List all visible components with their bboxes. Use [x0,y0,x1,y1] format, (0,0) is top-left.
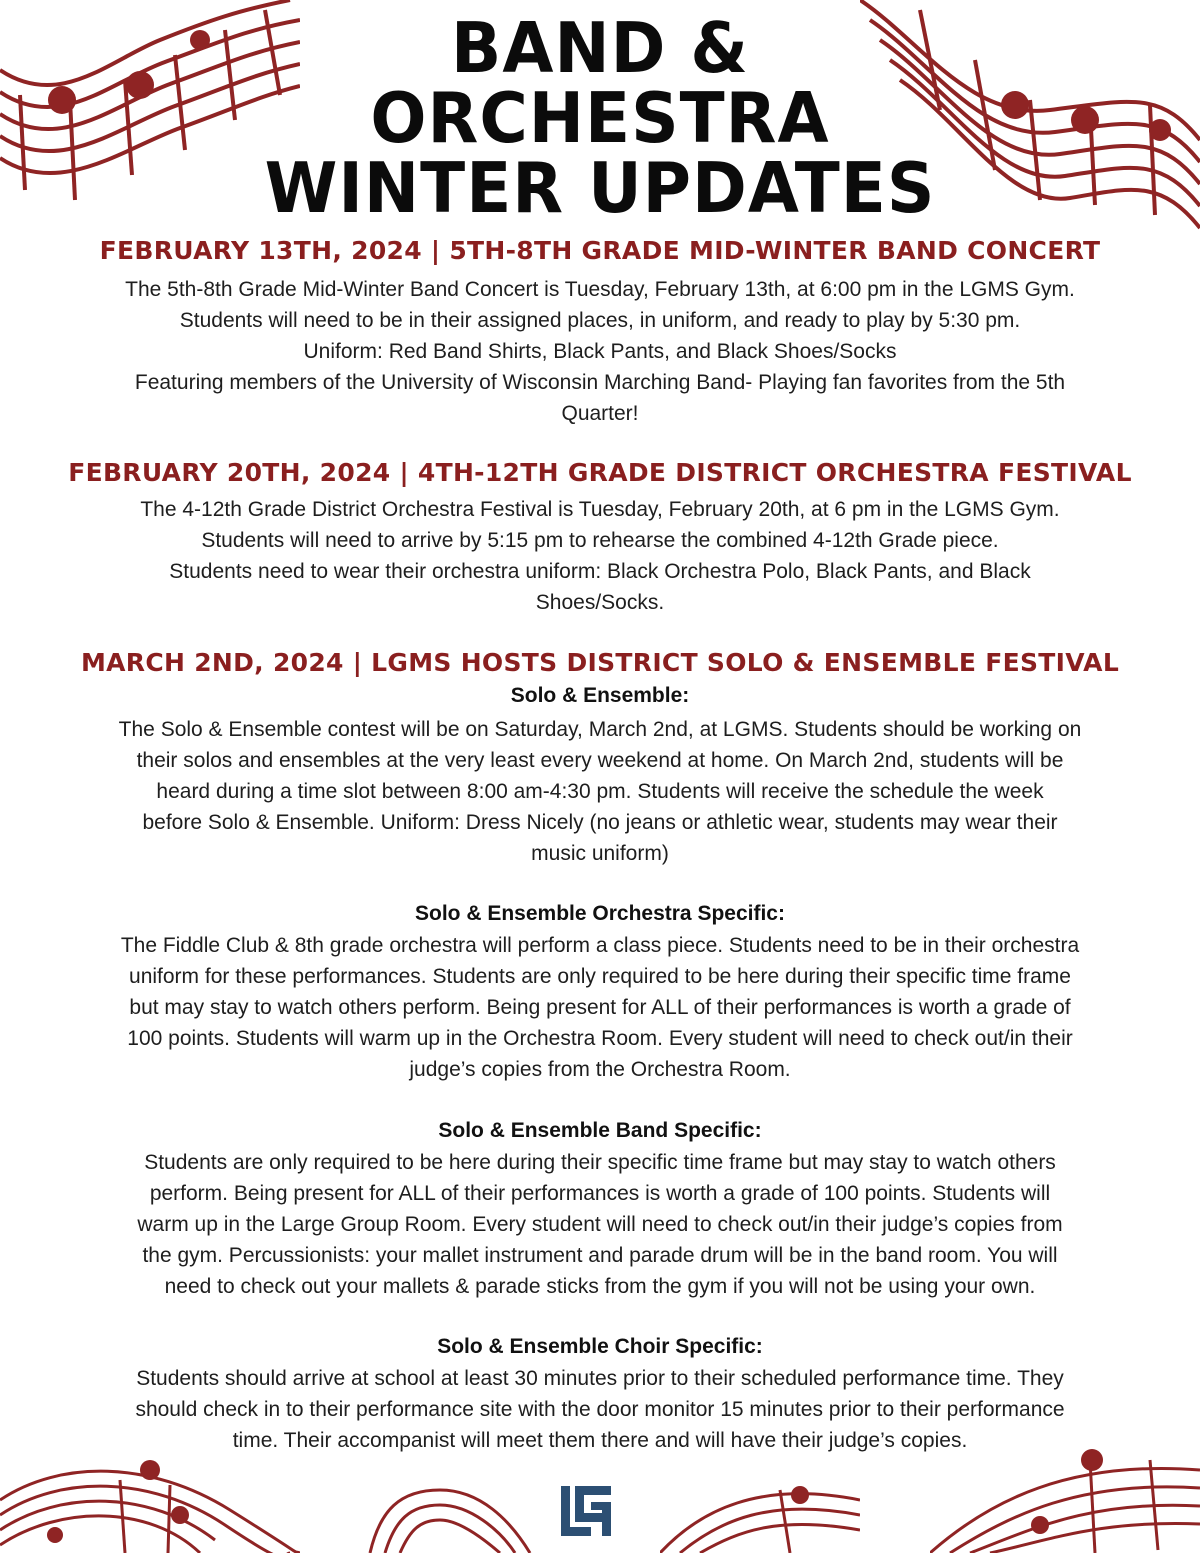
body-line: Students need to wear their orchestra uniform: Black Orchestra Polo, Black Pants, and Black [169,560,1031,583]
body-line: The Solo & Ensemble contest will be on Saturday, March 2nd, at LGMS. Students should be working on [118,718,1082,741]
body-line: Quarter! [561,402,639,425]
body-line: perform. Being present for ALL of their performances is worth a grade of 100 points. Students will [149,1182,1051,1205]
body-line: The 5th-8th Grade Mid-Winter Band Concert is Tuesday, February 13th, at 6:00 pm in the LGMS Gym. [125,278,1075,301]
body-line: before Solo & Ensemble. Uniform: Dress Nicely (no jeans or athletic wear, students may wear their [142,811,1058,834]
title-line-1: BAND & [451,8,749,89]
section-body-orchestra-festival [30,494,1170,618]
body-line: Students will need to be in their assigned places, in uniform, and ready to play by 5:30 pm. [179,309,1021,332]
body-line: their solos and ensembles at the very least every weekend at home. On March 2nd, students will be [136,749,1064,772]
body-line: Students should arrive at school at least 30 minutes prior to their scheduled performance time. They [136,1367,1064,1390]
body-line: judge’s copies from the Orchestra Room. [409,1058,791,1081]
body-line: Students are only required to be here during their specific time frame but may stay to watch others [144,1151,1056,1174]
section-body-band-concert [30,274,1170,429]
subsection-body-choir-specific [30,1363,1170,1456]
section-heading-orchestra-festival: FEBRUARY 20TH, 2024 | 4TH-12TH GRADE DISTRICT ORCHESTRA FESTIVAL [68,458,1132,487]
subsection-body-solo-ensemble [30,714,1170,869]
body-line: Uniform: Red Band Shirts, Black Pants, and Black Shoes/Socks [303,340,897,363]
body-line: music uniform) [531,842,669,865]
body-line: warm up in the Large Group Room. Every student will need to check out/in their judge’s copies from [137,1213,1063,1236]
body-line: heard during a time slot between 8:00 am-4:30 pm. Students will receive the schedule the week [156,780,1044,803]
section-heading-band-concert: FEBRUARY 13TH, 2024 | 5TH-8TH GRADE MID-WINTER BAND CONCERT [99,236,1101,265]
body-line: uniform for these performances. Students are only required to be here during their specific time frame [129,965,1071,988]
school-logo-icon [559,1484,613,1538]
body-line: need to check out your mallets & parade sticks from the gym if you will not be using your own. [164,1275,1036,1298]
music-staff-bottom-center-decoration [360,1470,540,1553]
body-line: Featuring members of the University of Wisconsin Marching Band- Playing fan favorites from the 5th [134,371,1066,394]
music-staff-bottom-mid-right-decoration [660,1470,860,1553]
subsection-title-band-specific: Solo & Ensemble Band Specific: [438,1119,762,1142]
body-line: Students will need to arrive by 5:15 pm to rehearse the combined 4-12th Grade piece. [201,529,999,552]
body-line: should check in to their performance site with the door monitor 15 minutes prior to their performance [135,1398,1065,1421]
subsection-title-solo-ensemble: Solo & Ensemble: [510,684,690,707]
page-title [0,8,1200,229]
subsection-body-band-specific [30,1147,1170,1302]
music-staff-bottom-right-decoration [930,1440,1200,1553]
body-line: but may stay to watch others perform. Being present for ALL of their performances is worth a grade of [129,996,1071,1019]
title-line-3: WINTER UPDATES [264,148,936,229]
body-line: the gym. Percussionists: your mallet instrument and parade drum will be in the band room. You will [142,1244,1058,1267]
section-heading-solo-ensemble-festival: MARCH 2ND, 2024 | LGMS HOSTS DISTRICT SOLO & ENSEMBLE FESTIVAL [80,648,1120,677]
subsection-title-choir-specific: Solo & Ensemble Choir Specific: [437,1335,763,1358]
subsection-title-orchestra-specific: Solo & Ensemble Orchestra Specific: [415,902,785,925]
body-line: 100 points. Students will warm up in the Orchestra Room. Every student will need to check out/in their [127,1027,1073,1050]
body-line: The Fiddle Club & 8th grade orchestra will perform a class piece. Students need to be in their orchestra [120,934,1080,957]
title-line-2: ORCHESTRA [370,78,830,159]
body-line: Shoes/Socks. [535,591,665,614]
subsection-body-orchestra-specific [30,930,1170,1085]
music-staff-bottom-left-decoration [0,1440,300,1553]
body-line: The 4-12th Grade District Orchestra Festival is Tuesday, February 20th, at 6 pm in the LGMS Gym. [140,498,1060,521]
body-line: time. Their accompanist will meet them there and will have their judge’s copies. [232,1429,968,1452]
